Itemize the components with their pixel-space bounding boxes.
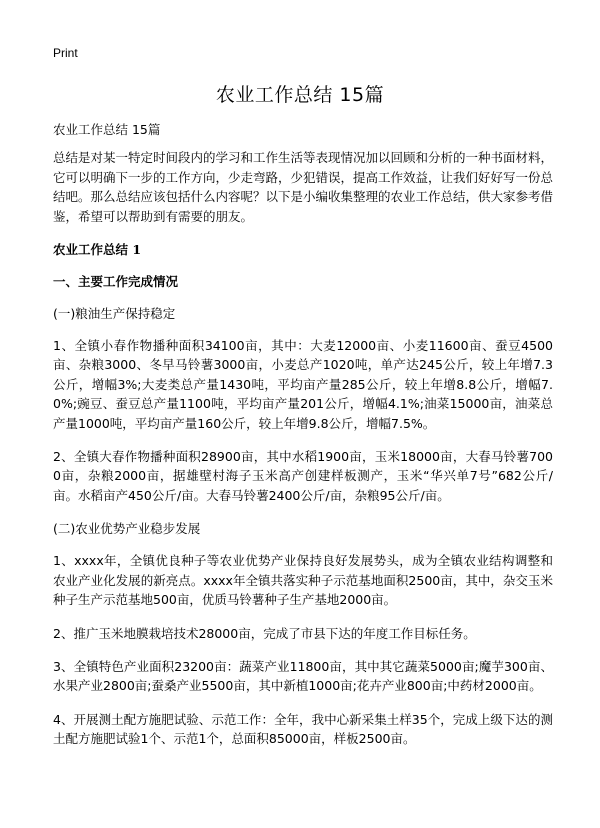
paragraph-summer-crops: 2、全镇大春作物播种面积28900亩，其中水稻1900亩，玉米18000亩，大春马铃薯7000亩，杂粮2000亩，据雄壁村海子玉米高产创建样板测产，玉米“华兴单7号”682公斤/亩。水稻亩产450公斤/亩。大春马铃薯2400公斤/亩，杂粮95公斤/亩。 xyxy=(53,449,553,503)
document-body xyxy=(53,120,553,763)
paragraph-specialty-industry: 3、全镇特色产业面积23200亩：蔬菜产业11800亩，其中其它蔬菜5000亩;魔芋300亩、水果产业2800亩;蚕桑产业5500亩，其中新植1000亩;花卉产业800亩;中药材2000亩。 xyxy=(53,658,553,694)
subsection-heading-industry: (二)农业优势产业稳步发展 xyxy=(53,521,201,537)
subsection-heading-grain: (一)粮油生产保持稳定 xyxy=(53,306,176,322)
paragraph-seed-base: 1、xxxx年，全镇优良种子等农业优势产业保持良好发展势头，成为全镇农业结构调整和农业产业化发展的新亮点。xxxx年全镇共落实种子示范基地面积2500亩，其中，杂交玉米种子生产示范基地500亩，优质马铃薯种子生产基地2000亩。 xyxy=(53,553,553,608)
part-heading: 一、主要工作完成情况 xyxy=(53,274,179,290)
print-label[interactable]: Print xyxy=(53,46,78,60)
paragraph-spring-crops: 1、全镇小春作物播种面积34100亩，其中：大麦12000亩、小麦11600亩、蚕豆4500亩、杂粮3000、冬早马铃薯3000亩，小麦总产1020吨，单产达245公斤，较上年增7.3公斤，增幅3%;大麦类总产量1430吨，平均亩产量285公斤，较上年增8.8公斤，增幅7.0%;豌豆、蚕豆总产量1100吨，平均亩产量201公斤，增幅4.1%;油菜15000亩，油菜总产量1000吨，平均亩产量160公斤，较上年增9.8公斤，增幅7.5%。 xyxy=(53,338,553,431)
document-subtitle: 农业工作总结 15篇 xyxy=(53,122,161,137)
page-title: 农业工作总结 15篇 xyxy=(215,84,385,106)
section-title: 农业工作总结 1 xyxy=(53,242,142,258)
paragraph-soil-testing: 4、开展测土配方施肥试验、示范工作：全年，我中心新采集土样35个，完成上级下达的测土配方施肥试验1个、示范1个，总面积85000亩，样板2500亩。 xyxy=(53,711,553,747)
paragraph-film-cultivation: 2、推广玉米地膜栽培技术28000亩，完成了市县下达的年度工作目标任务。 xyxy=(53,625,476,641)
intro-paragraph: 总结是对某一特定时间段内的学习和工作生活等表现情况加以回顾和分析的一种书面材料，它可以明确下一步的工作方向，少走弯路，少犯错误，提高工作效益，让我们好好写一份总结吧。那么总结应该包括什么内容呢？以下是小编收集整理的农业工作总结，供大家参考借鉴，希望可以帮助到有需要的朋友。 xyxy=(53,150,554,224)
